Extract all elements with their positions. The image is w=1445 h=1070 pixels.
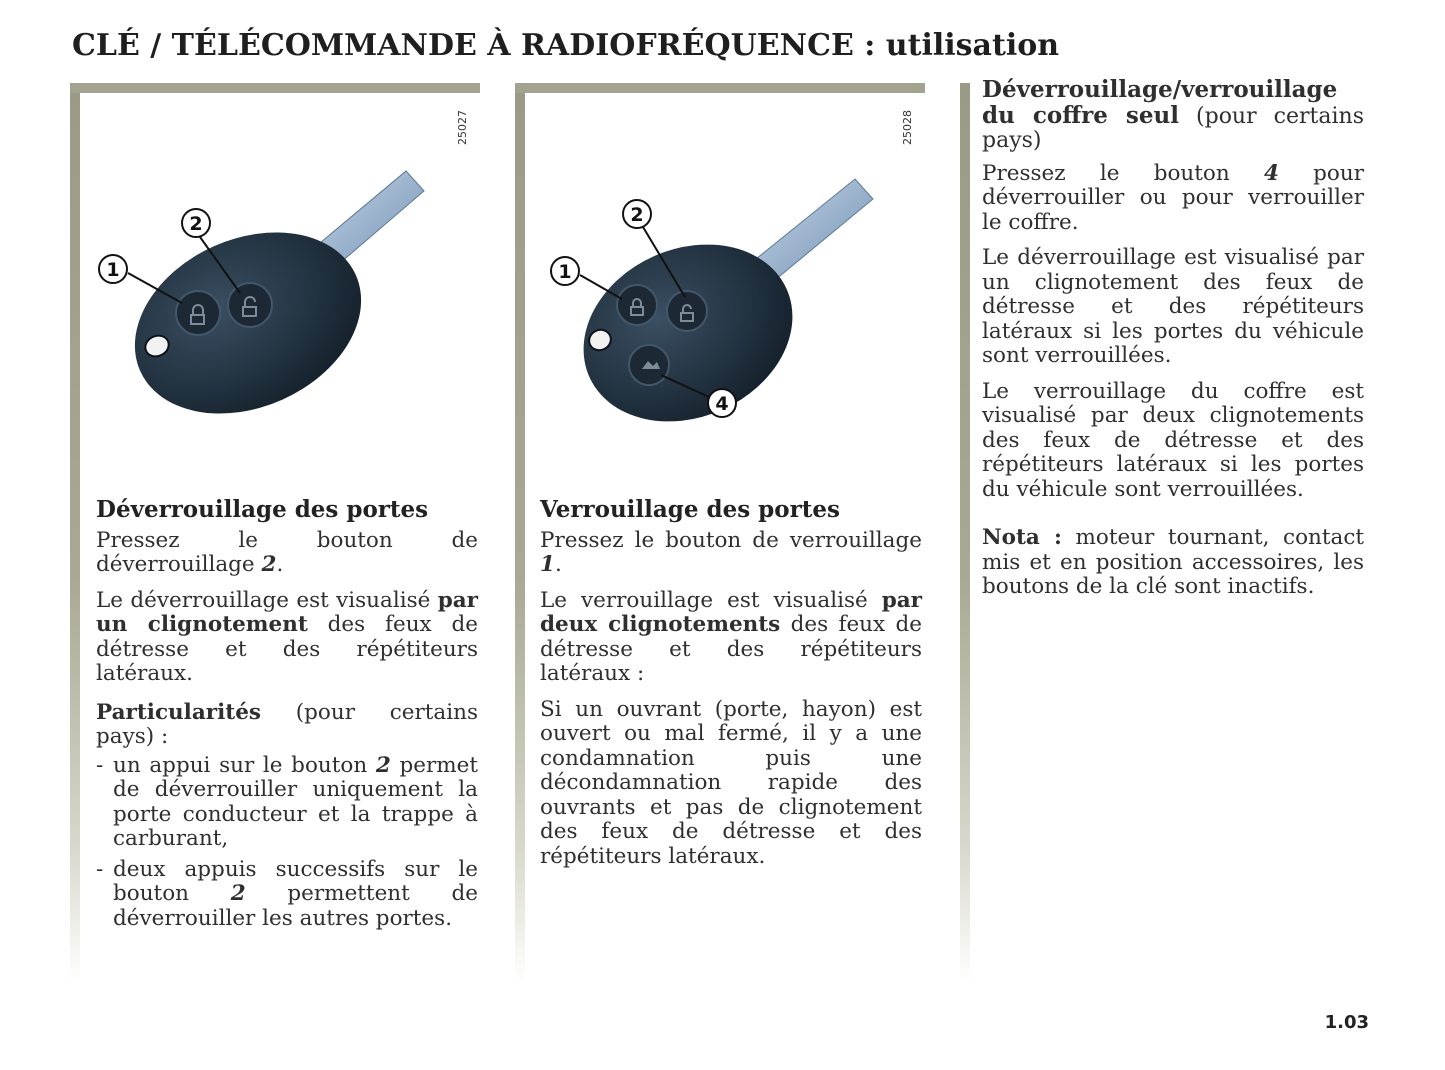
paragraph: Le déverrouillage est visualisé par un clignotement des feux de détresse et des répétiteurs latéraux si les portes du véhicule sont verrouillées. xyxy=(982,245,1364,368)
key-figure-three-buttons xyxy=(525,93,925,463)
figure-code: 25028 xyxy=(901,110,914,145)
paragraph: Si un ouvrant (porte, hayon) est ouvert ou mal fermé, il y a une condamnation puis une décondamnation rapide des ouvrants et pas de clignotement des feux de détresse et des répétiteurs latéraux. xyxy=(540,696,922,869)
paragraph: Le déverrouillage est visualisé par un clignotement des feux de détresse et des répétiteurs latéraux. xyxy=(96,587,478,686)
list-item: - un appui sur le bouton 2 permet de déverrouiller uniquement la porte conducteur et la trappe à carburant, xyxy=(96,754,478,852)
list-item: - deux appuis successifs sur le bouton 2 permettent de déverrouiller les autres portes. xyxy=(96,858,478,932)
unlock-button xyxy=(228,283,272,327)
nota-paragraph: Nota : moteur tournant, contact mis et en position accessoires, les boutons de la clé sont inactifs. xyxy=(982,525,1364,599)
callout-2-label: 2 xyxy=(189,213,203,235)
page-title: CLÉ / TÉLÉCOMMANDE À RADIOFRÉQUENCE : utilisation xyxy=(72,28,1060,63)
column-1-text xyxy=(96,498,478,937)
section-heading-lock: Verrouillage des portes xyxy=(540,496,840,523)
unlock-button xyxy=(667,291,707,331)
section-heading-trunk: Déverrouillage/verrouillage du coffre seul (pour certains pays) xyxy=(982,76,1364,153)
key-figure-two-buttons xyxy=(80,93,480,463)
page-number: 1.03 xyxy=(1324,1012,1369,1033)
column-2-bar xyxy=(515,83,525,983)
callout-1-label: 1 xyxy=(106,259,120,281)
paragraph: Pressez le bouton de déverrouillage 2. xyxy=(96,527,478,577)
key-illustration xyxy=(525,93,925,463)
paragraph: Pressez le bouton 4 pour déverrouiller ou pour verrouiller le coffre. xyxy=(982,160,1364,235)
callout-4-label: 4 xyxy=(715,393,729,415)
lock-button xyxy=(617,285,657,325)
paragraph: Le verrouillage est visualisé par deux clignotements des feux de détresse et des répétiteurs latéraux : xyxy=(540,587,922,686)
paragraph: Pressez le bouton de verrouillage 1. xyxy=(540,527,922,577)
callout-2-label: 2 xyxy=(630,204,644,226)
particularities-list xyxy=(96,754,478,932)
column-2-top-bar xyxy=(515,83,925,93)
paragraph: Le verrouillage du coffre est visualisé par deux clignotements des feux de détresse et des répétiteurs latéraux si les portes du véhicule sont verrouillées. xyxy=(982,378,1364,502)
column-1-bar xyxy=(70,83,80,983)
section-heading-unlock: Déverrouillage des portes xyxy=(96,496,429,523)
column-3-text xyxy=(982,78,1364,611)
lock-button xyxy=(176,291,220,335)
callout-1-label: 1 xyxy=(558,261,572,283)
column-2-text xyxy=(540,498,922,880)
column-3-bar xyxy=(960,83,970,983)
paragraph: Particularités (pour certains pays) : xyxy=(96,699,478,749)
column-1-top-bar xyxy=(70,83,480,93)
key-illustration xyxy=(80,93,480,463)
figure-code: 25027 xyxy=(456,110,469,145)
